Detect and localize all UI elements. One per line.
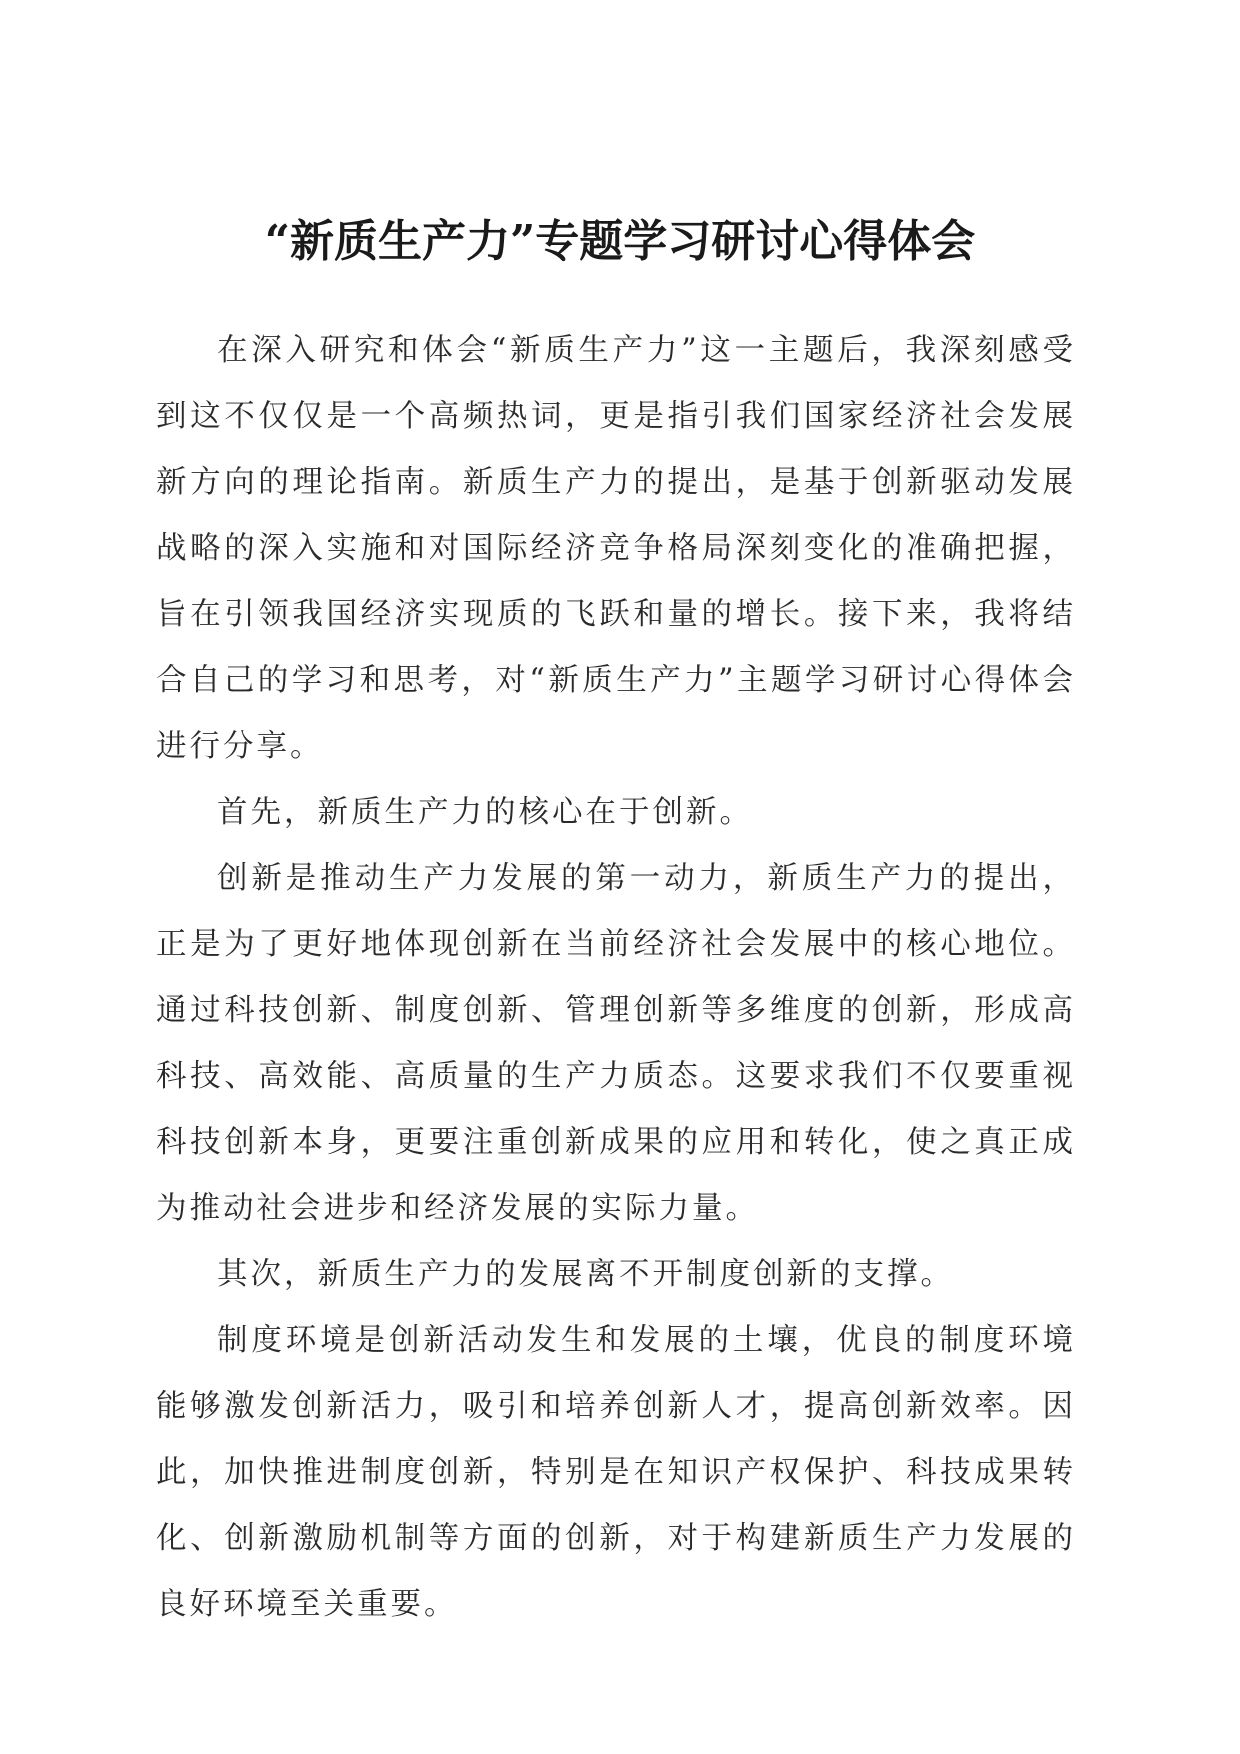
document-title: “新质生产力”专题学习研讨心得体会	[264, 216, 976, 267]
paragraph-point-2-heading: 其次，新质生产力的发展离不开制度创新的支撑。	[217, 1257, 954, 1292]
paragraph-point-2-body: 制度环境是创新活动发生和发展的土壤，优良的制度环境能够激发创新活力，吸引和培养创新人才，提高创新效率。因此，加快推进制度创新，特别是在知识产权保护、科技成果转化、创新激励机制等方面的创新，对于构建新质生产力发展的良好环境至关重要。	[156, 1323, 1076, 1622]
paragraph-point-1-heading: 首先，新质生产力的核心在于创新。	[217, 795, 753, 830]
document-body	[156, 318, 1076, 1638]
paragraph-intro: 在深入研究和体会“新质生产力”这一主题后，我深刻感受到这不仅仅是一个高频热词，更是指引我们国家经济社会发展新方向的理论指南。新质生产力的提出，是基于创新驱动发展战略的深入实施和对国际经济竞争格局深刻变化的准确把握，旨在引领我国经济实现质的飞跃和量的增长。接下来，我将结合自己的学习和思考，对“新质生产力”主题学习研讨心得体会进行分享。	[156, 333, 1076, 764]
paragraph-point-1-body: 创新是推动生产力发展的第一动力，新质生产力的提出，正是为了更好地体现创新在当前经济社会发展中的核心地位。通过科技创新、制度创新、管理创新等多维度的创新，形成高科技、高效能、高质量的生产力质态。这要求我们不仅要重视科技创新本身，更要注重创新成果的应用和转化，使之真正成为推动社会进步和经济发展的实际力量。	[156, 861, 1076, 1226]
